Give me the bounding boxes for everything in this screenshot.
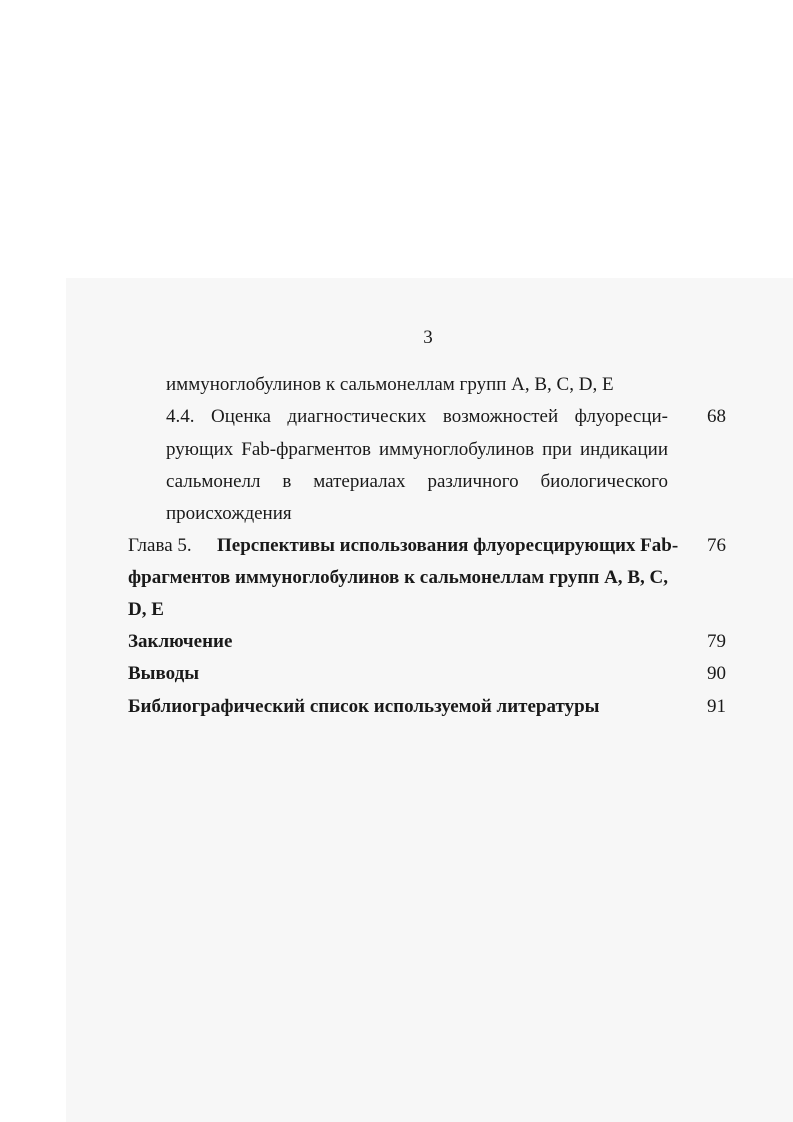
toc-continuation-line: иммуноглобулинов к сальмонеллам групп А, В, С, D, Е — [166, 374, 614, 395]
toc-bibliography-page: 91 — [707, 696, 726, 717]
toc-conclusion-label: Заключение — [128, 631, 233, 652]
toc-findings-page: 90 — [707, 663, 726, 684]
toc-findings-label: Выводы — [128, 663, 200, 684]
toc-4-4-page: 68 — [707, 406, 726, 427]
toc-4-4-line-2: рующих Fab-фрагментов иммуноглобулинов при индикации — [166, 439, 668, 460]
toc-chapter-5-prefix: Глава 5. — [128, 535, 192, 556]
toc-chapter-5-page: 76 — [707, 535, 726, 556]
toc-4-4-line-4: происхождения — [166, 503, 292, 524]
toc-chapter-5-line-2: фрагментов иммуноглобулинов к сальмонеллам групп А, В, С, — [128, 567, 668, 588]
toc-chapter-5-line-1: Перспективы использования флуоресцирующих Fab- — [217, 535, 679, 556]
toc-bibliography-label: Библиографический список используемой литературы — [128, 696, 600, 717]
toc-conclusion-page: 79 — [707, 631, 726, 652]
toc-4-4-line-1: 4.4. Оценка диагностических возможностей флуоресци- — [166, 406, 668, 427]
toc-chapter-5-line-3: D, Е — [128, 599, 164, 620]
page-number: 3 — [423, 327, 433, 348]
toc-4-4-line-3: сальмонелл в материалах различного биологического — [166, 471, 668, 492]
